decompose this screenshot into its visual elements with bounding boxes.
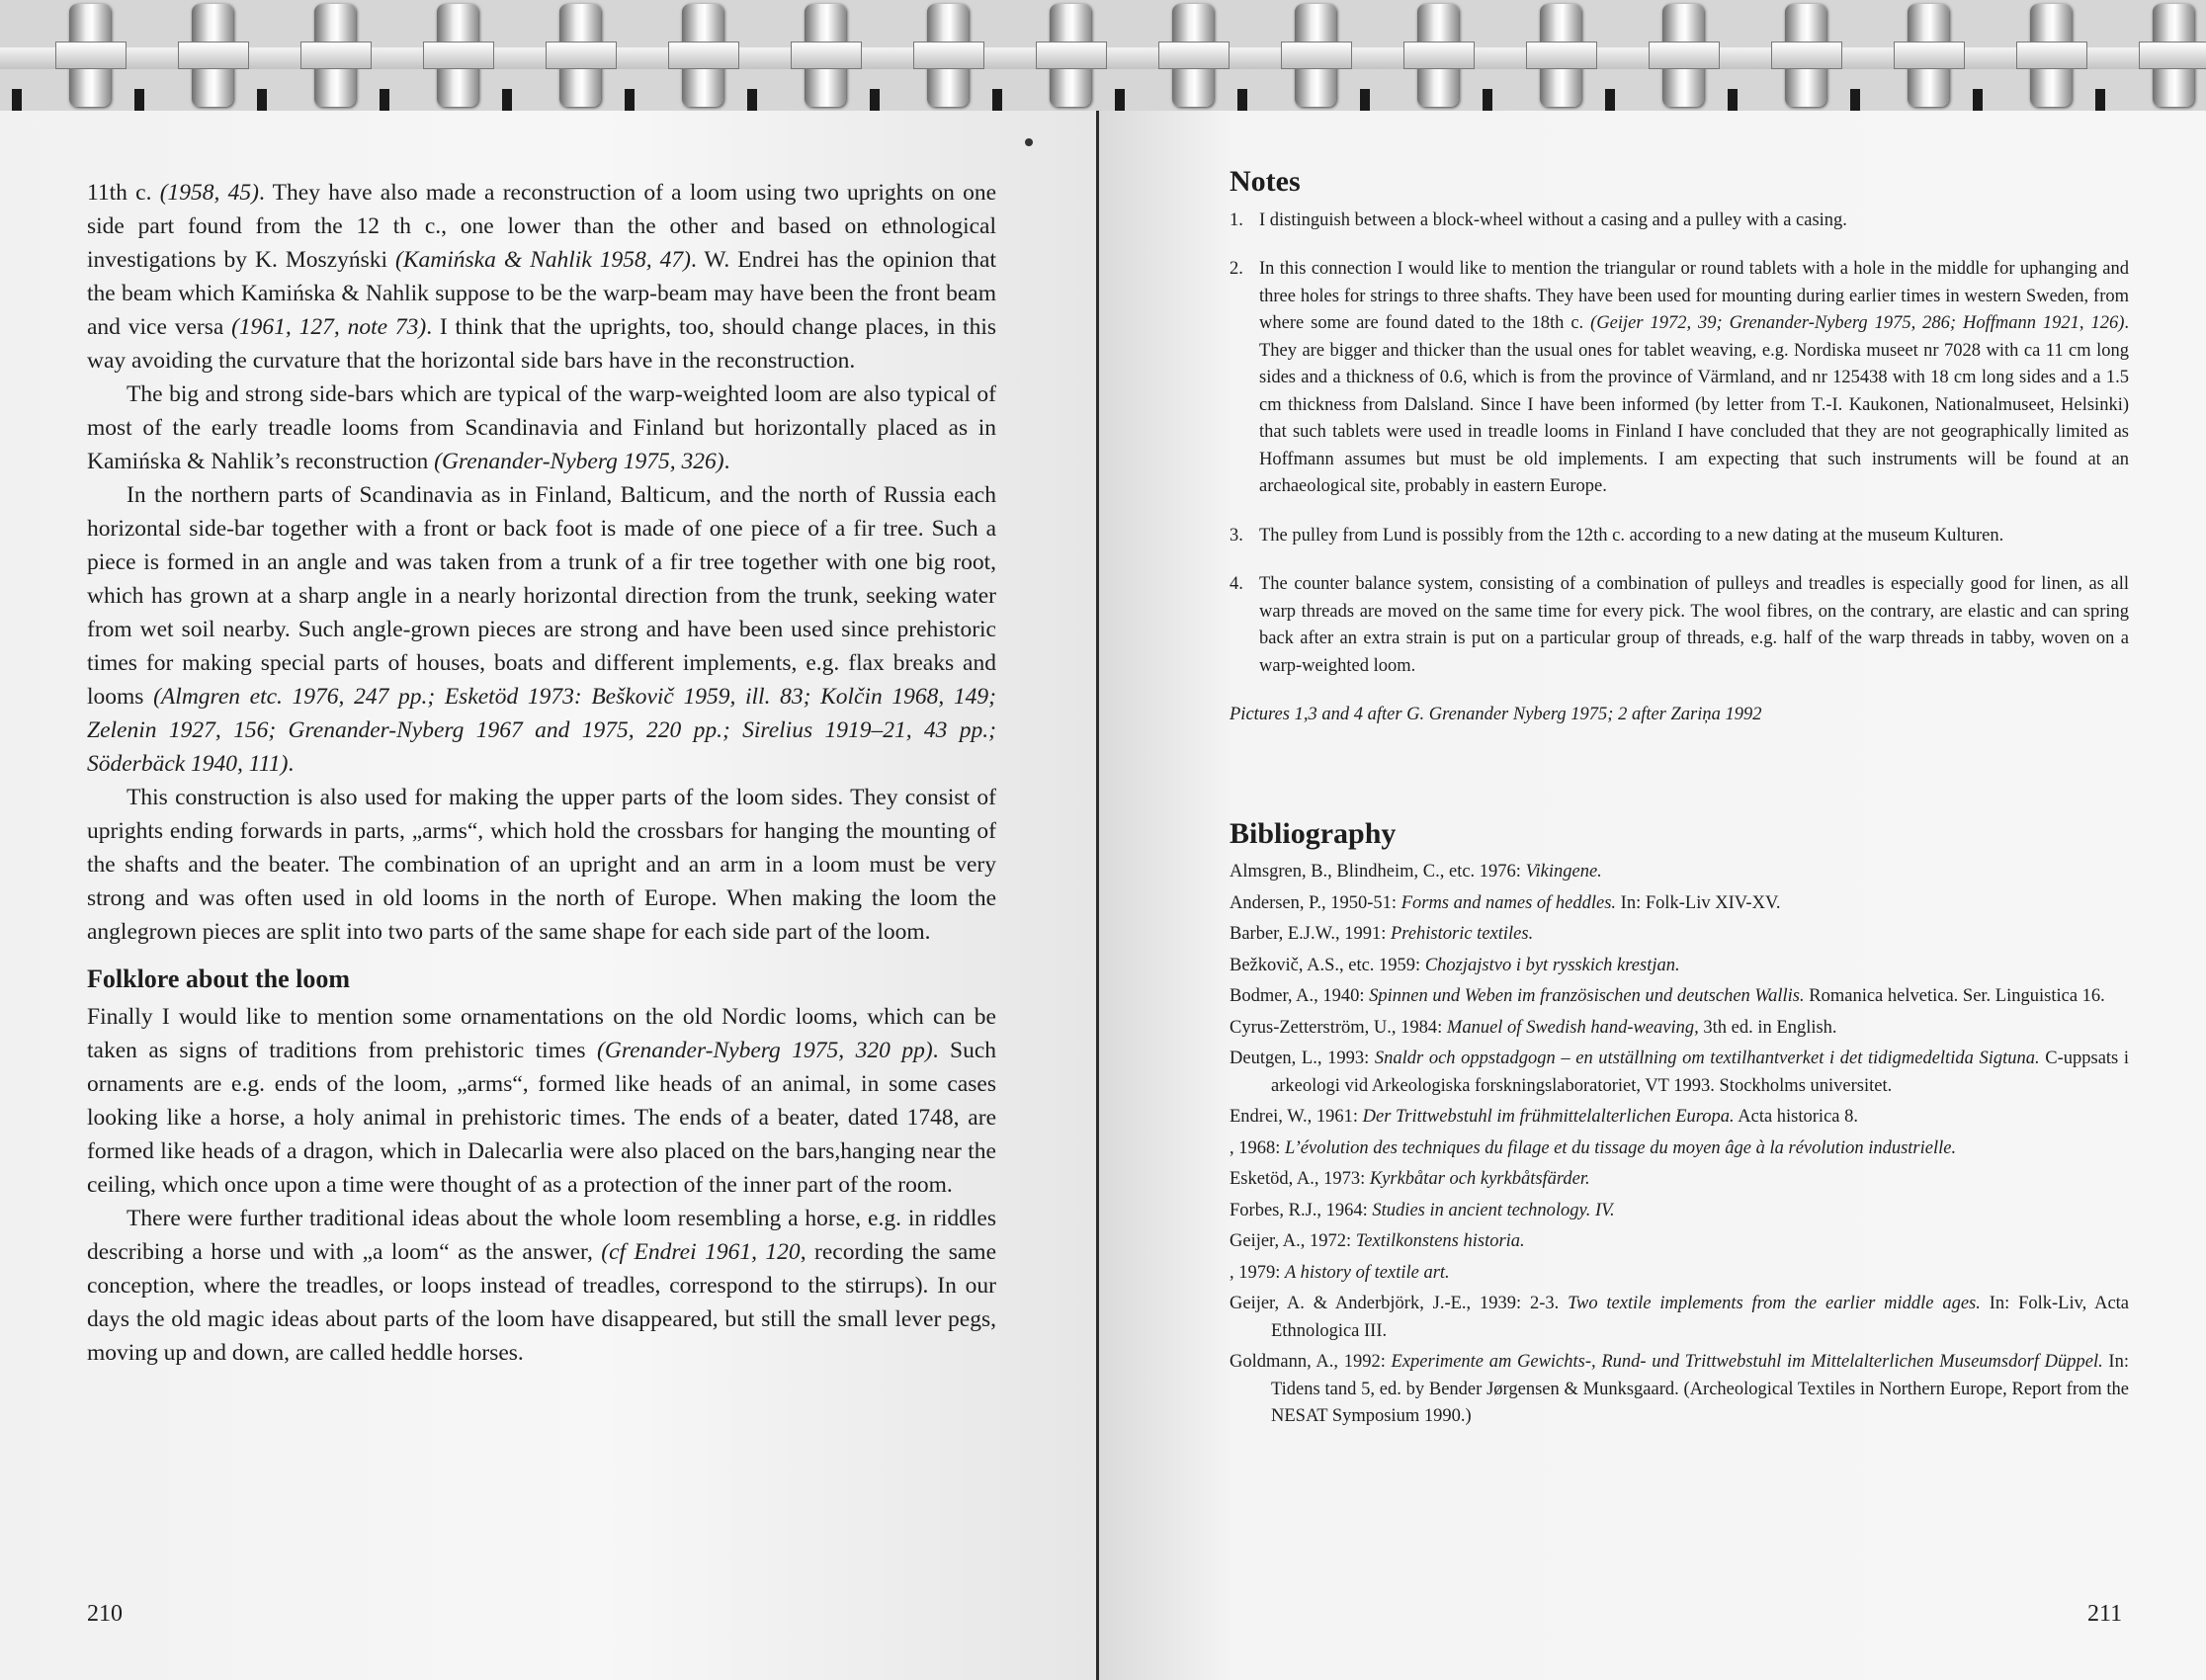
italic-citation: L’évolution des techniques du filage et du tissage du moyen âge à la révolution industrielle.	[1285, 1137, 1957, 1158]
bibliography-entry	[1230, 1104, 2129, 1132]
binding-ring	[314, 4, 356, 107]
text-run: In: Folk-Liv XIV-XV.	[1616, 892, 1781, 913]
binding-ring	[1662, 4, 1704, 107]
margin-dot	[1025, 138, 1033, 146]
italic-citation: Der Trittwebstuhl im frühmittelalterlichen Europa.	[1362, 1107, 1735, 1127]
note-item	[1230, 571, 2129, 680]
text-run: The big and strong side-bars which are typical of the warp-weighted loom are also typical of most of the early treadle looms from Scandinavia and Finland but horizontally placed as in Kamińska & Nahlik’s reconstruction	[87, 381, 996, 474]
binding-ring	[1417, 4, 1459, 107]
bibliography-entry	[1230, 1260, 2129, 1288]
binding-ring	[1295, 4, 1336, 107]
text-run: Forbes, R.J., 1964:	[1230, 1200, 1373, 1220]
italic-citation: (1961, 127, note 73)	[231, 314, 427, 340]
right-body-text	[1230, 165, 2130, 1435]
folklore-heading: Folklore about the loom	[87, 965, 351, 993]
text-run: Bodmer, A., 1940:	[1230, 986, 1370, 1006]
italic-citation: Forms and names of heddles.	[1400, 892, 1617, 913]
binding-ring	[192, 4, 233, 107]
bibliography-entry	[1230, 983, 2129, 1011]
text-run: .	[723, 449, 730, 474]
text-run: Finally I would like to mention some ornamentations on the old Nordic looms, which can be taken as signs of traditions from prehistoric times	[87, 1004, 996, 1063]
text-run: . They are bigger and thicker than the usual ones for tablet weaving, e.g. Nordiska museet nr 7028 with ca 11 cm long sides and a thickness of 0.6, which is from the province of Värmland, and nr 125438 with 18 cm long sides and a 1.5 cm thickness from Dalsland. Since I have been informed (by letter from T.-I. Kaukonen, Nationalmuseet, Helsinki) that such tablets were used in treadle looms in Finland I have concluded that they are not geographically limited as Hoffmann assumes but must be old implements. I am expecting that such instruments will be found at an archaeological site, probably in eastern Europe.	[1259, 313, 2129, 496]
italic-citation: Kyrkbåtar och kyrkbåtsfärder.	[1369, 1169, 1590, 1189]
text-run: Bežkovič, A.S., etc. 1959:	[1230, 955, 1425, 975]
bibliography-entry	[1230, 1166, 2129, 1194]
italic-citation: Chozjajstvo i byt rysskich krestjan.	[1424, 955, 1680, 975]
body-paragraph	[87, 1202, 996, 1370]
left-page	[0, 0, 1097, 1680]
body-paragraph	[87, 781, 996, 949]
left-body-text	[87, 176, 996, 1370]
text-run: I distinguish between a block-wheel without a casing and a pulley with a casing.	[1259, 210, 1847, 230]
bibliography-entry	[1230, 1015, 2129, 1043]
note-text	[1259, 208, 1847, 235]
binding-ring	[1050, 4, 1091, 107]
note-text	[1259, 571, 2129, 680]
bibliography-entry	[1230, 890, 2129, 918]
text-run: . W. Endrei has the opinion that the beam which Kamińska & Nahlik suppose to be the warp-beam may have been the front beam and vice versa	[87, 247, 996, 340]
bibliography-entry	[1230, 1198, 2129, 1225]
note-number: 3.	[1230, 525, 1243, 546]
italic-citation: (Grenander-Nyberg 1975, 326)	[434, 449, 724, 474]
bibliography-heading: Bibliography	[1230, 816, 1397, 850]
binding-ring	[682, 4, 723, 107]
text-run: Geijer, A., 1972:	[1230, 1231, 1356, 1251]
text-run: Geijer, A. & Anderbjörk, J.-E., 1939: 2-3.	[1230, 1294, 1569, 1313]
italic-citation: (Almgren etc. 1976, 247 pp.; Esketöd 1973: Beškovič 1959, ill. 83; Kolčin 1968, 149; Zelenin 1927, 156; Grenander-Nyberg 1967 and 1975, 220 pp.; Sirelius 1919–21, 43 pp.; Söderbäck 1940, 111)	[87, 684, 996, 777]
text-run: Deutgen, L., 1993:	[1230, 1049, 1375, 1068]
binding-ring	[927, 4, 969, 107]
note-text	[1259, 256, 2129, 501]
bibliography-entry	[1230, 921, 2129, 949]
text-run: . I think that the uprights, too, should change places, in this way avoiding the curvature that the horizontal side bars have in the reconstruction.	[87, 314, 996, 374]
text-run: In: Tidens tand 5, ed. by Bender Jørgensen & Munksgaard. (Archeological Textiles in Northern Europe, Report from the NESAT Symposium 1990.)	[1271, 1352, 2129, 1426]
text-run: This construction is also used for making the upper parts of the loom sides. They consist of uprights ending forwards in parts, „arms“, which hold the crossbars for hanging the mounting of the shafts and the beater. The combination of an upright and an arm in a loom must be very strong and was often used in old looms in the north of Europe. When making the loom the anglegrown pieces are split into two parts of the same shape for each side part of the loom.	[87, 785, 996, 945]
binding-ring	[1540, 4, 1581, 107]
bibliography-entry	[1230, 1291, 2129, 1345]
text-run: , 1979:	[1230, 1262, 1286, 1283]
italic-citation: Spinnen und Weben im französischen und deutschen Wallis.	[1369, 986, 1805, 1006]
text-run: , 1968:	[1230, 1137, 1286, 1158]
text-run: The counter balance system, consisting of a combination of pulleys and treadles is especially good for linen, as all warp threads are moved on the same time for every pick. The wool fibres, on the contrary, are elastic and can spring back after an extra strain is put on a particular group of threads, e.g. half of the warp threads in tabby, woven on a warp-weighted loom.	[1259, 574, 2129, 676]
italic-citation: Experimente am Gewichts-, Rund- und Trittwebstuhl im Mittelalterlichen Museumsdorf Düppel.	[1391, 1352, 2103, 1372]
italic-citation: Manuel of Swedish hand-weaving,	[1446, 1017, 1699, 1038]
italic-citation: Textilkonstens historia.	[1355, 1231, 1525, 1251]
notes-list	[1230, 208, 2129, 681]
italic-citation: (Kamińska & Nahlik 1958, 47)	[395, 247, 691, 273]
bibliography-entry	[1230, 1349, 2129, 1431]
text-run: Almsgren, B., Blindheim, C., etc. 1976:	[1230, 862, 1526, 882]
binding-ring	[2030, 4, 2072, 107]
bibliography-list	[1230, 859, 2129, 1431]
text-run: There were further traditional ideas about the whole loom resembling a horse, e.g. in riddles describing a horse und with „a loom“ as the answer,	[87, 1206, 996, 1265]
binding-ring	[2153, 4, 2194, 107]
body-paragraph	[87, 176, 996, 378]
bibliography-entry	[1230, 1228, 2129, 1256]
text-run: 3th ed. in English.	[1698, 1017, 1837, 1038]
text-run: The pulley from Lund is possibly from the 12th c. according to a new dating at the museum Kulturen.	[1259, 525, 2004, 546]
text-run: Acta historica 8.	[1734, 1107, 1858, 1127]
note-number: 1.	[1230, 210, 1243, 230]
text-run: C-uppsats i arkeologi vid Arkeologiska forskningslaboratoriet, VT 1993. Stockholms universitet.	[1271, 1049, 2130, 1096]
italic-citation: Prehistoric textiles.	[1391, 924, 1534, 944]
note-number: 4.	[1230, 574, 1243, 594]
binding-ring	[559, 4, 601, 107]
text-run: Goldmann, A., 1992:	[1230, 1352, 1392, 1372]
binding-ring	[805, 4, 846, 107]
note-number: 2.	[1230, 259, 1243, 279]
text-run: Andersen, P., 1950-51:	[1230, 892, 1401, 913]
bibliography-entry	[1230, 953, 2129, 980]
note-item	[1230, 523, 2129, 550]
italic-citation: Vikingene.	[1525, 862, 1602, 882]
page-number-left: 210	[87, 1601, 123, 1627]
binding-ring	[1908, 4, 1949, 107]
binding-ring	[69, 4, 111, 107]
text-run: Endrei, W., 1961:	[1230, 1107, 1363, 1127]
text-run: Romanica helvetica. Ser. Linguistica 16.	[1804, 986, 2105, 1006]
text-run: In the northern parts of Scandinavia as in Finland, Balticum, and the north of Russia each horizontal side-bar together with a front or back foot is made of one piece of a fir tree. Such a piece is formed in an angle and was taken from a trunk of a fir tree together with one big root, which has grown at a sharp angle in a nearly horizontal direction from the trunk, seeking water from wet soil nearby. Such angle-grown pieces are strong and have been used since prehistoric times for making special parts of houses, boats and different implements, e.g. flax breaks and looms	[87, 482, 996, 710]
right-page	[1099, 0, 2206, 1680]
binding-ring	[1785, 4, 1826, 107]
note-text	[1259, 523, 2003, 550]
text-run: In: Folk-Liv, Acta Ethnologica III.	[1271, 1294, 2130, 1341]
text-run: Barber, E.J.W., 1991:	[1230, 924, 1391, 944]
body-paragraph	[87, 1000, 996, 1202]
text-run: 11th c.	[87, 180, 160, 206]
text-run: In this connection I would like to mention the triangular or round tablets with a hole in the middle for uphanging and three holes for strings to three shafts. They have been used for mounting during earlier times in western Sweden, from where some are found dated to the 18th c.	[1259, 259, 2129, 333]
left-paragraphs-2	[87, 1000, 996, 1370]
text-run: , recording the same conception, where the treadles, or loops instead of treadles, correspond to the stirrups). In our days the old magic ideas about parts of the loom have disappeared, but still the small lever pegs, moving up and down, are called heddle horses.	[87, 1239, 996, 1366]
bibliography-entry	[1230, 1135, 2129, 1163]
text-run: Cyrus-Zetterström, U., 1984:	[1230, 1017, 1447, 1038]
text-run: .	[288, 751, 295, 777]
picture-caption: Pictures 1,3 and 4 after G. Grenander Nyberg 1975; 2 after Zariņa 1992	[1230, 705, 1762, 724]
italic-citation: Snaldr och oppstadgogn – en utställning om textilhantverket i det tidigmedeltida Sigtuna.	[1374, 1049, 2040, 1068]
italic-citation: (cf Endrei 1961, 120	[601, 1239, 801, 1265]
italic-citation: Two textile implements from the earlier middle ages.	[1568, 1294, 1981, 1313]
italic-citation: (Grenander-Nyberg 1975, 320 pp)	[597, 1038, 933, 1063]
binding-ring	[1172, 4, 1214, 107]
body-paragraph	[87, 378, 996, 478]
bibliography-entry	[1230, 1046, 2129, 1100]
binding-ring	[437, 4, 478, 107]
left-paragraphs	[87, 176, 996, 949]
note-item	[1230, 256, 2129, 501]
text-run: . Such ornaments are e.g. ends of the loom, „arms“, formed like heads of an animal, in some cases looking like a horse, a holy animal in prehistoric times. The ends of a beater, dated 1748, are formed like heads of a dragon, which in Dalecarlia were also placed on the bars,hanging near the ceiling, which once upon a time were thought of as a protection of the inner part of the room.	[87, 1038, 997, 1198]
italic-citation: (Geijer 1972, 39; Grenander-Nyberg 1975, 286; Hoffmann 1921, 126)	[1590, 313, 2125, 333]
bibliography-entry	[1230, 859, 2129, 886]
italic-citation: Studies in ancient technology. IV.	[1372, 1200, 1615, 1220]
note-item	[1230, 208, 2129, 235]
text-run: Esketöd, A., 1973:	[1230, 1169, 1370, 1189]
italic-citation: (1958, 45)	[159, 180, 259, 206]
body-paragraph	[87, 478, 996, 781]
notes-heading: Notes	[1230, 165, 1301, 198]
spiral-binding	[0, 0, 2206, 111]
italic-citation: A history of textile art.	[1285, 1262, 1450, 1283]
text-run: . They have also made a reconstruction of a loom using two uprights on one side part found from the 12 th c., one lower than the other and based on ethnological investigations by K. Moszyński	[87, 180, 997, 273]
page-number-right: 211	[2087, 1601, 2123, 1627]
